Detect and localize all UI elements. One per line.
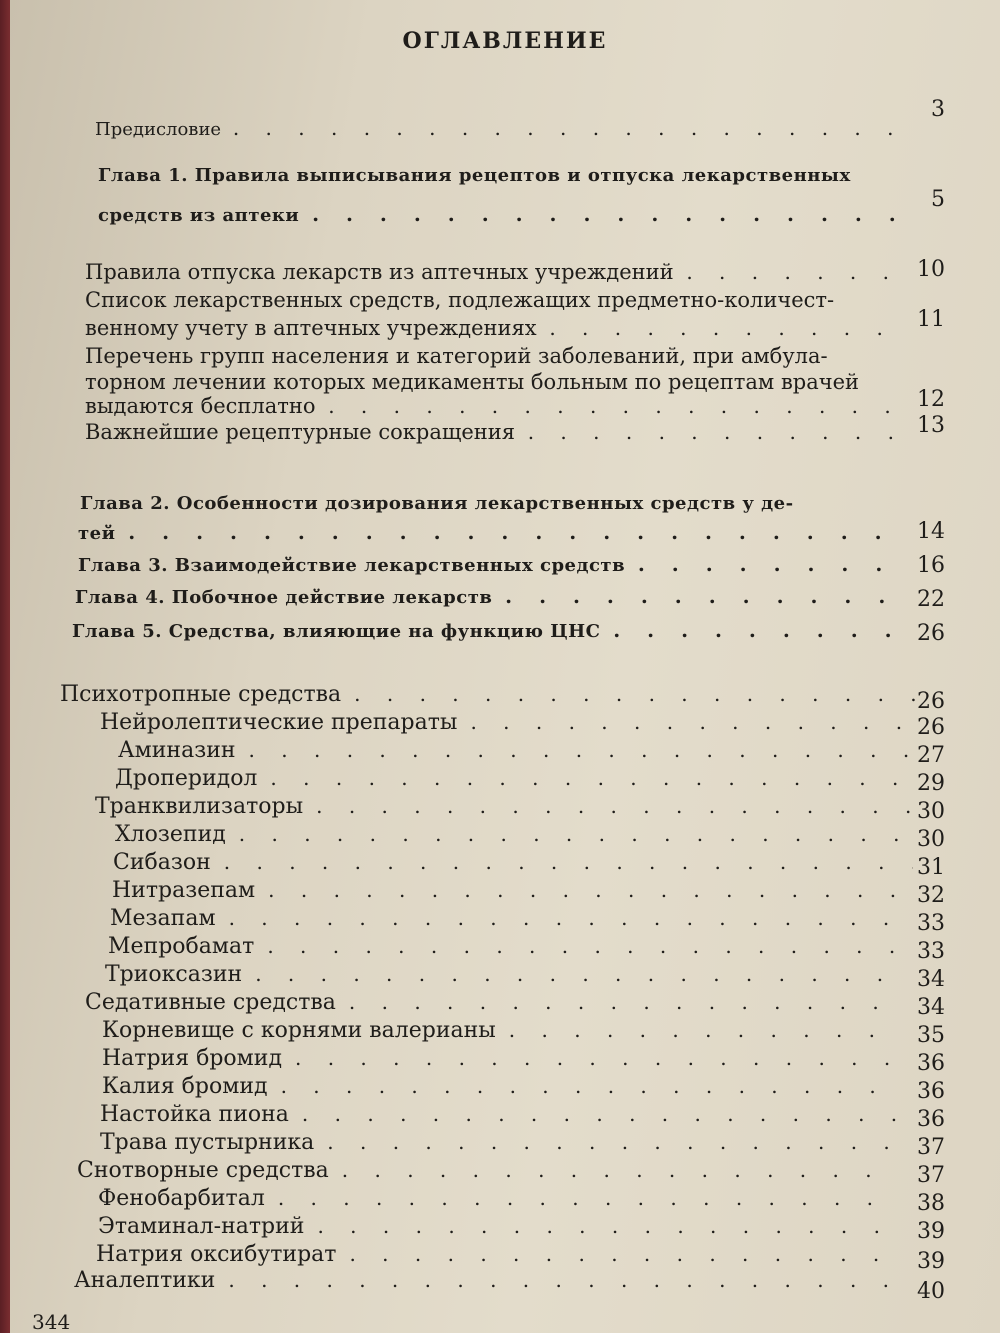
toc-entry-analeptics: [74, 1264, 894, 1296]
toc-entry-free-meds-line1: Перечень групп населения и категорий заболеваний, при амбула-: [85, 344, 828, 368]
toc-page-number: 36: [917, 1079, 945, 1104]
toc-page-number: 32: [917, 883, 945, 908]
toc-page-number: 22: [917, 587, 945, 612]
toc-page-number: 11: [917, 307, 945, 332]
toc-page-number: 10: [917, 257, 945, 282]
toc-entry-label: Важнейшие рецептурные сокращения: [85, 420, 516, 444]
toc-entry-label: Психотропные средства: [60, 682, 342, 707]
toc-entry-label: Трава пустырника: [100, 1130, 315, 1155]
toc-chapter-4: [75, 580, 895, 612]
toc-page-number: 37: [917, 1163, 945, 1188]
toc-page-number: 26: [917, 715, 945, 740]
toc-page-number: 39: [917, 1219, 945, 1244]
toc-page-number: 40: [917, 1279, 945, 1304]
toc-entry-label: венному учету в аптечных учреждениях: [85, 316, 537, 340]
toc-chapter-1-line1: Глава 1. Правила выписывания рецептов и отпуска лекарственных: [98, 165, 851, 186]
toc-page-number: 16: [917, 553, 945, 578]
toc-page-number: 30: [917, 799, 945, 824]
toc-entry-label: выдаются бесплатно: [85, 394, 316, 418]
toc-page-number: 33: [917, 939, 945, 964]
toc-page-number: 12: [917, 387, 945, 412]
toc-page-number: 38: [917, 1191, 945, 1216]
toc-entry-label: Настойка пиона: [100, 1102, 289, 1127]
toc-page-number: 3: [931, 97, 945, 122]
toc-entry-label: Дроперидол: [115, 766, 258, 791]
toc-entry-label: тей: [78, 523, 116, 544]
toc-chapter-2: [78, 516, 898, 548]
toc-entry-label: средств из аптеки: [98, 205, 300, 226]
toc-entry-label: Калия бромид: [102, 1074, 268, 1099]
toc-entry-label: Снотворные средства: [77, 1158, 329, 1183]
toc-entry-label: Корневище с корнями валерианы: [102, 1018, 496, 1043]
toc-entry-label: Мезапам: [110, 906, 216, 931]
toc-entry-label: Триоксазин: [105, 962, 243, 987]
toc-page-number: 27: [917, 743, 945, 768]
toc-page-number: 5: [931, 187, 945, 212]
toc-page-number: 31: [917, 855, 945, 880]
toc-entry-controlled-list-line1: Список лекарственных средств, подлежащих предметно-количест-: [85, 288, 835, 312]
toc-chapter-1: [98, 198, 918, 230]
toc-entry-label: Фенобарбитал: [98, 1186, 265, 1211]
toc-entry-abbreviations: [85, 416, 905, 448]
toc-page-number: 35: [917, 1023, 945, 1048]
toc-page-number: 33: [917, 911, 945, 936]
toc-entry-label: Мепробамат: [108, 934, 255, 959]
book-page: [10, 0, 1000, 1333]
toc-page-number: 37: [917, 1135, 945, 1160]
toc-page-number: 36: [917, 1051, 945, 1076]
toc-page-number: 30: [917, 827, 945, 852]
toc-entry-label: Глава 5. Средства, влияющие на функцию ЦНС: [72, 621, 601, 642]
toc-page-number: 26: [917, 689, 945, 714]
toc-entry-label: Предисловие: [95, 119, 222, 140]
book-binding: [0, 0, 10, 1333]
toc-entry-label: Глава 3. Взаимодействие лекарственных средств: [78, 555, 626, 576]
toc-chapter-3: [78, 548, 898, 580]
toc-page-number: 39: [917, 1249, 945, 1274]
toc-entry-label: Нейролептические препараты: [100, 710, 458, 735]
toc-entry-label: Натрия бромид: [102, 1046, 282, 1071]
toc-chapter-5: [72, 614, 892, 646]
toc-entry-label: Натрия оксибутират: [96, 1242, 337, 1267]
toc-entry-label: Аминазин: [118, 738, 236, 763]
toc-entry-label: Нитразепам: [112, 878, 256, 903]
toc-entry-label: Глава 4. Побочное действие лекарств: [75, 587, 493, 608]
page-title: ОГЛАВЛЕНИЕ: [402, 28, 608, 54]
toc-entry-label: Седативные средства: [85, 990, 336, 1015]
toc-page-number: 13: [917, 413, 945, 438]
toc-entry-preface: [95, 112, 915, 144]
toc-chapter-2-line1: Глава 2. Особенности дозирования лекарственных средств у де-: [80, 493, 794, 514]
page-number-footer: 344: [32, 1310, 71, 1333]
toc-page-number: 29: [917, 771, 945, 796]
toc-page-number: 34: [917, 995, 945, 1020]
toc-page-number: 34: [917, 967, 945, 992]
toc-entry-label: Хлозепид: [115, 822, 226, 847]
toc-entry-label: Этаминал-натрий: [98, 1214, 305, 1239]
toc-entry-label: Аналептики: [74, 1268, 216, 1293]
toc-entry-label: Транквилизаторы: [95, 794, 304, 819]
toc-entry-label: Сибазон: [113, 850, 211, 875]
toc-page-number: 36: [917, 1107, 945, 1132]
toc-entry-free-meds-line2: торном лечении которых медикаменты больным по рецептам врачей: [85, 370, 860, 394]
toc-page-number: 14: [917, 519, 945, 544]
toc-entry-label: Правила отпуска лекарств из аптечных учреждений: [85, 260, 674, 284]
toc-page-number: 26: [917, 621, 945, 646]
